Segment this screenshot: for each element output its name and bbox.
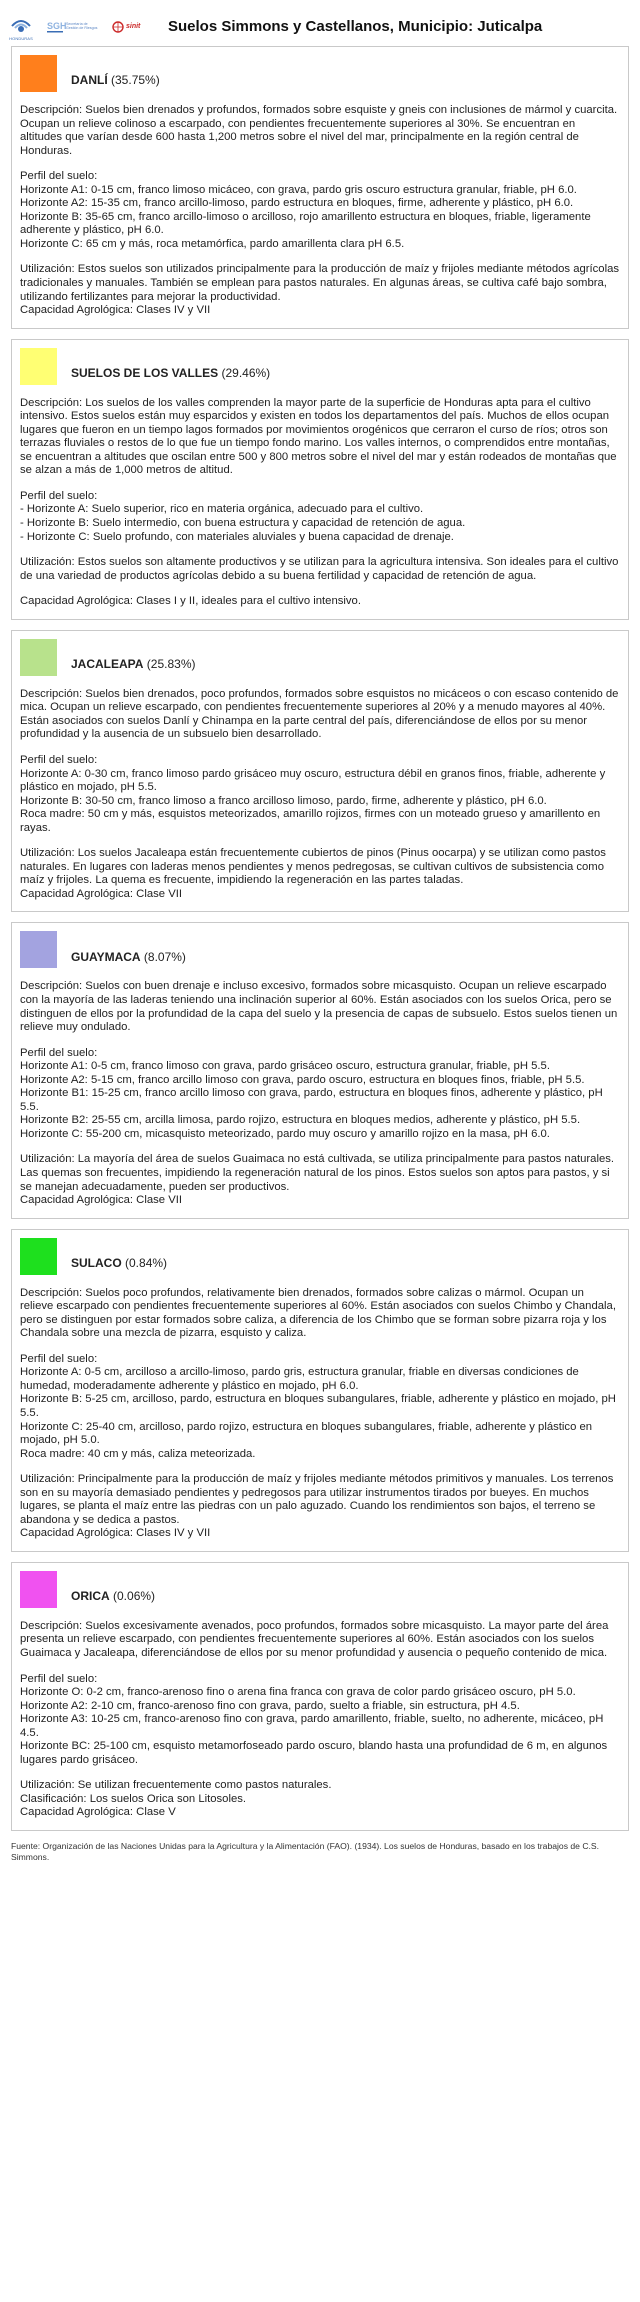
soil-text-line: - Horizonte C: Suelo profundo, con materiales aluviales y buena capacidad de drenaje.	[20, 530, 454, 543]
soil-heading	[71, 1256, 167, 1270]
page-title: Suelos Simmons y Castellanos, Municipio: Juticalpa	[168, 18, 543, 35]
soil-paragraph	[20, 1287, 620, 1341]
header	[8, 8, 632, 46]
sgh-logo-letters: SGH	[47, 21, 67, 31]
soil-text-line: Capacidad Agrológica: Clases I y II, ideales para el cultivo intensivo.	[20, 595, 361, 608]
soil-paragraph	[20, 754, 620, 835]
soil-text-line: - Horizonte B: Suelo intermedio, con buena estructura y capacidad de retención de agua.	[20, 517, 466, 530]
soil-paragraph	[20, 263, 620, 317]
soil-heading	[71, 950, 186, 964]
sgh-logo-subtitle: Secretaría de Gestión de Riesgos	[66, 22, 98, 30]
soil-text-line: Horizonte A2: 2-10 cm, franco-arenoso fino con grava, pardo, suelto a friable, sin estructura, pH 4.5.	[20, 1699, 520, 1712]
soil-card-guaymaca	[11, 922, 629, 1218]
soil-card-header	[20, 931, 620, 968]
honduras-logo-caption: HONDURAS	[9, 35, 33, 41]
soil-paragraph	[20, 1047, 620, 1142]
soil-percent: (8.07%)	[143, 949, 186, 964]
source-note: Fuente: Organización de las Naciones Unidas para la Agricultura y la Alimentación (FAO). (1934). Los suelos de Honduras, basado en los trabajos de C.S. Simmons.	[11, 1841, 600, 1862]
soil-color-swatch	[20, 931, 57, 968]
soil-name: ORICA	[71, 1589, 110, 1604]
soil-text-line: Utilización: Los suelos Jacaleapa están frecuentemente cubiertos de pinos (Pinus oocarpa) y se utilizan como pastos naturales. En lugares con laderas menos pendientes y menos pedregosas, se cultivan cultivos de subsistencia como maíz y frijoles. La quema es frecuente, impidiendo la regeneración en las partes taladas.	[20, 847, 606, 887]
soil-name: SULACO	[71, 1255, 122, 1270]
soil-text-line: Capacidad Agrológica: Clase VII	[20, 887, 183, 900]
soil-text-line: Horizonte B: 35-65 cm, franco arcillo-limoso o arcilloso, rojo amarillento estructura en bloques, friable, ligeramente adherente y plástico, pH 6.0.	[20, 210, 591, 237]
soil-text-line: Horizonte A: 0-30 cm, franco limoso pardo grisáceo muy oscuro, estructura débil en granos finos, friable, adherente y plástico en mojado, pH 5.5.	[20, 767, 606, 794]
soil-text-line: Horizonte A2: 15-35 cm, franco arcillo-limoso, pardo estructura en bloques, firme, adherente y plástico, pH 6.0.	[20, 197, 574, 210]
soil-text-line: Utilización: Estos suelos son altamente productivos y se utilizan para la agricultura intensiva. Son ideales para el cultivo de una variedad de productos agrícolas debido a su buena fertilidad y capacidad de retención de agua.	[20, 556, 619, 582]
soil-paragraph	[20, 170, 620, 251]
soil-text-line: Utilización: Principalmente para la producción de maíz y frijoles mediante métodos primitivos y manuales. Los terrenos son en su mayoría demasiado pendientes y pedregosos para utilizar instrumentos tirados por bueyes. En muchos lugares, se planta el maíz entre las piedras con un palo aguzado. Cuando los rendimientos son bajos, el terreno se abandona y se dedica a pastos.	[20, 1473, 614, 1526]
soil-paragraph	[20, 1673, 620, 1768]
honduras-logo	[8, 14, 34, 41]
soil-text-line: Roca madre: 50 cm y más, esquistos meteorizados, amarillo rojizos, firmes con un moteado grueso y amarillento en rayas.	[20, 808, 601, 834]
soil-text-line: Perfil del suelo:	[20, 1046, 98, 1059]
soil-text-line: Utilización: Se utilizan frecuentemente como pastos naturales.	[20, 1779, 332, 1792]
sgh-logo	[46, 17, 100, 37]
soil-paragraph	[20, 104, 620, 158]
soil-name: JACALEAPA	[71, 657, 144, 672]
soil-color-swatch	[20, 348, 57, 385]
soil-text-line: Descripción: Suelos bien drenados, poco profundos, formados sobre esquistos no micáceos o con escaso contenido de mica. Ocupan un relieve escarpado, con pendientes frecuentemente superiores al 20% y a menudo mayores al 40%. Están asociados con suelos Danlí y Chinampa en la parte central del país, diferenciándose de ellos por su menor profundidad y la ausencia de un subsuelo bien desarrollado.	[20, 687, 619, 741]
soil-heading	[71, 657, 196, 671]
soil-paragraph	[20, 1353, 620, 1461]
soil-text-line: Perfil del suelo:	[20, 170, 98, 183]
soil-text-line: Clasificación: Los suelos Orica son Litosoles.	[20, 1792, 247, 1805]
soil-card-header	[20, 1238, 620, 1275]
soil-text-line: Perfil del suelo:	[20, 753, 98, 766]
soil-card-header	[20, 348, 620, 385]
soil-paragraph	[20, 847, 620, 901]
soil-text-line: Horizonte BC: 25-100 cm, esquisto metamorfoseado pardo oscuro, blando hasta una profundidad de 6 m, en algunos lugares pardo grisáceo.	[20, 1740, 608, 1766]
soil-card-orica	[11, 1562, 629, 1831]
soil-text-line: Horizonte A: 0-5 cm, arcilloso a arcillo-limoso, pardo gris, estructura granular, friable en diversas condiciones de humedad, moderadamente adherente y plástico en mojado, pH 6.0.	[20, 1366, 579, 1392]
soil-card-sulaco	[11, 1229, 629, 1552]
soil-text-line: Utilización: Estos suelos son utilizados principalmente para la producción de maíz y frijoles mediante métodos agrícolas tradicionales y manuales. También se emplean para pastos naturales. En algunas áreas, se cultiva café bajo sombra, utilizando fertilizantes para mejorar la productividad.	[20, 263, 620, 303]
soil-paragraph	[20, 1473, 620, 1541]
soil-paragraph	[20, 490, 620, 544]
soil-text-line: - Horizonte A: Suelo superior, rico en materia orgánica, adecuado para el cultivo.	[20, 503, 424, 516]
honduras-emblem-icon	[8, 14, 34, 36]
soil-paragraph	[20, 1153, 620, 1207]
soil-percent: (29.46%)	[221, 365, 271, 380]
soil-card-header	[20, 639, 620, 676]
soil-text-line: Descripción: Suelos poco profundos, relativamente bien drenados, formados sobre calizas o mármol. Ocupan un relieve escarpado con pendientes frecuentemente superiores al 60%. Están asociados con suelos Chimbo y Chandala, pero se distinguen por estar formados sobre caliza, a diferencia de los Chimbo que se forman sobre pizarra roja y los Chandala sobre una mezcla de pizarra, esquisto y caliza.	[20, 1286, 616, 1340]
soil-text-line: Capacidad Agrológica: Clase VII	[20, 1194, 183, 1207]
soil-paragraph	[20, 1620, 620, 1661]
soil-percent: (0.84%)	[125, 1255, 168, 1270]
soil-text-line: Capacidad Agrológica: Clases IV y VII	[20, 1527, 211, 1540]
soil-text-line: Capacidad Agrológica: Clases IV y VII	[20, 304, 211, 317]
soil-text-line: Descripción: Suelos excesivamente avenados, poco profundos, formados sobre micasquisto. La mayor parte del área presenta un relieve escarpado, con pendientes frecuentemente superiores al 60%. Están asociados con los suelos Guaimaca y Jacaleapa, diferenciándose de ellos por su menor profundidad y ausencia o pequeño contenido de mica.	[20, 1619, 609, 1660]
soil-heading	[71, 73, 160, 87]
soil-color-swatch	[20, 1571, 57, 1608]
sinit-logo	[112, 21, 140, 33]
soil-text-line: Horizonte B: 5-25 cm, arcilloso, pardo, estructura en bloques subangulares, friable, adherente y plástico en mojado, pH 5.5.	[20, 1393, 616, 1419]
soil-paragraph	[20, 397, 620, 478]
soil-paragraph	[20, 980, 620, 1034]
soil-text-line: Horizonte A1: 0-5 cm, franco limoso con grava, pardo grisáceo oscuro, estructura granular, friable, pH 5.5.	[20, 1060, 550, 1073]
soil-heading	[71, 366, 270, 380]
soil-text-line: Horizonte C: 25-40 cm, arcilloso, pardo rojizo, estructura en bloques subangulares, friable, adherente y plástico en mojado, pH 5.0.	[20, 1420, 593, 1447]
soil-text-line: Horizonte A2: 5-15 cm, franco arcillo limoso con grava, pardo oscuro, estructura en bloques finos, friable, pH 5.5.	[20, 1073, 585, 1086]
soil-color-swatch	[20, 55, 57, 92]
soil-name: GUAYMACA	[71, 949, 141, 964]
soil-cards	[8, 46, 632, 1831]
sinit-logo-text: sinit	[126, 22, 141, 30]
soil-text-line: Descripción: Suelos bien drenados y profundos, formados sobre esquiste y gneis con inclusiones de mármol y cuarcita. Ocupan un relieve colinoso a escarpado, con pendientes frecuentemente superiores al 30%. Se encuentran en altitudes que varían desde 600 hasta 1,200 metros sobre el nivel del mar, principalmente en la región central de Honduras.	[20, 104, 618, 157]
soil-text-line: Descripción: Los suelos de los valles comprenden la mayor parte de la superficie de Honduras apta para el cultivo intensivo. Estos suelos están muy esparcidos y existen en todos los departamentos del país. Muchos de ellos ocupan lugares que fueron en un tiempo lagos formados por movimientos orogénicos que cerraron el curso de ríos; otros son terrazas fluviales o restos de lo que fue un tiempo fondo marino. Los valles internos, o comprendidos entre montañas, se encuentran a altitudes que oscilan entre 500 y 800 metros sobre el nivel del mar y están rodeados de montañas que se alzan a más de 1,000 metros de altitud.	[20, 396, 617, 477]
soil-text-line: Capacidad Agrológica: Clase V	[20, 1806, 176, 1819]
soil-percent: (35.75%)	[111, 73, 160, 88]
soil-card-header	[20, 1571, 620, 1608]
logos	[8, 14, 158, 41]
soil-card-jacaleapa	[11, 630, 629, 913]
soil-color-swatch	[20, 1238, 57, 1275]
soil-text-line: Horizonte O: 0-2 cm, franco-arenoso fino o arena fina franca con grava de color pardo grisáceo oscuro, pH 5.0.	[20, 1686, 576, 1699]
sinit-globe-icon	[112, 21, 124, 33]
sgh-emblem-icon	[46, 17, 67, 37]
soil-name: SUELOS DE LOS VALLES	[71, 365, 219, 380]
soil-paragraph	[20, 688, 620, 742]
soil-text-line: Horizonte B2: 25-55 cm, arcilla limosa, pardo rojizo, estructura en bloques medios, adherente y plástico, pH 5.5.	[20, 1114, 581, 1127]
soil-text-line: Utilización: La mayoría del área de suelos Guaimaca no está cultivada, se utiliza principalmente para pastos naturales. Las quemas son frecuentes, impidiendo la regeneración natural de los pinos. Estos suelos son aptos para pastos, y si se manejan adecuadamente, pueden ser productivos.	[20, 1153, 615, 1193]
soil-name: DANLÍ	[71, 73, 108, 88]
soil-card-suelos-de-los-valles	[11, 339, 629, 620]
soil-text-line: Roca madre: 40 cm y más, caliza meteorizada.	[20, 1447, 256, 1460]
soil-percent: (0.06%)	[113, 1589, 156, 1604]
soil-paragraph	[20, 1779, 620, 1820]
soil-text-line: Perfil del suelo:	[20, 1672, 98, 1685]
soil-text-line: Horizonte A1: 0-15 cm, franco limoso micáceo, con grava, pardo gris oscuro estructura granular, friable, pH 6.0.	[20, 183, 577, 196]
soil-heading	[71, 1589, 155, 1603]
soil-text-line: Perfil del suelo:	[20, 489, 98, 502]
soil-text-line: Horizonte C: 55-200 cm, micasquisto meteorizado, pardo muy oscuro y amarillo rojizo en la masa, pH 6.0.	[20, 1127, 550, 1140]
soil-text-line: Horizonte C: 65 cm y más, roca metamórfica, pardo amarillenta clara pH 6.5.	[20, 237, 405, 250]
soil-text-line: Perfil del suelo:	[20, 1352, 98, 1365]
soil-text-line: Horizonte B: 30-50 cm, franco limoso a franco arcilloso limoso, pardo, firme, adherente y plástico, pH 6.0.	[20, 794, 547, 807]
soil-text-line: Horizonte A3: 10-25 cm, franco-arenoso fino con grava, pardo amarillento, friable, suelto, no adherente, micáceo, pH 4.5.	[20, 1713, 604, 1739]
soil-card-danlí	[11, 46, 629, 329]
soil-percent: (25.83%)	[146, 657, 196, 672]
soil-color-swatch	[20, 639, 57, 676]
soil-card-header	[20, 55, 620, 92]
soil-paragraph	[20, 595, 620, 609]
soil-paragraph	[20, 556, 620, 583]
soil-text-line: Descripción: Suelos con buen drenaje e incluso excesivo, formados sobre micasquisto. Ocupan un relieve escarpado con la mayoría de las laderas teniendo una inclinación superior al 60%. Están asociados con los suelos Orica, pero se distinguen de ellos por la profundidad de la capa del suelo y la presencia de capas de subsuelo. Estos suelos tienen un relieve muy ondulado.	[20, 980, 618, 1034]
soil-text-line: Horizonte B1: 15-25 cm, franco arcillo limoso con grava, pardo, estructura en bloques finos, adherente y plástico, pH 5.5.	[20, 1087, 603, 1113]
